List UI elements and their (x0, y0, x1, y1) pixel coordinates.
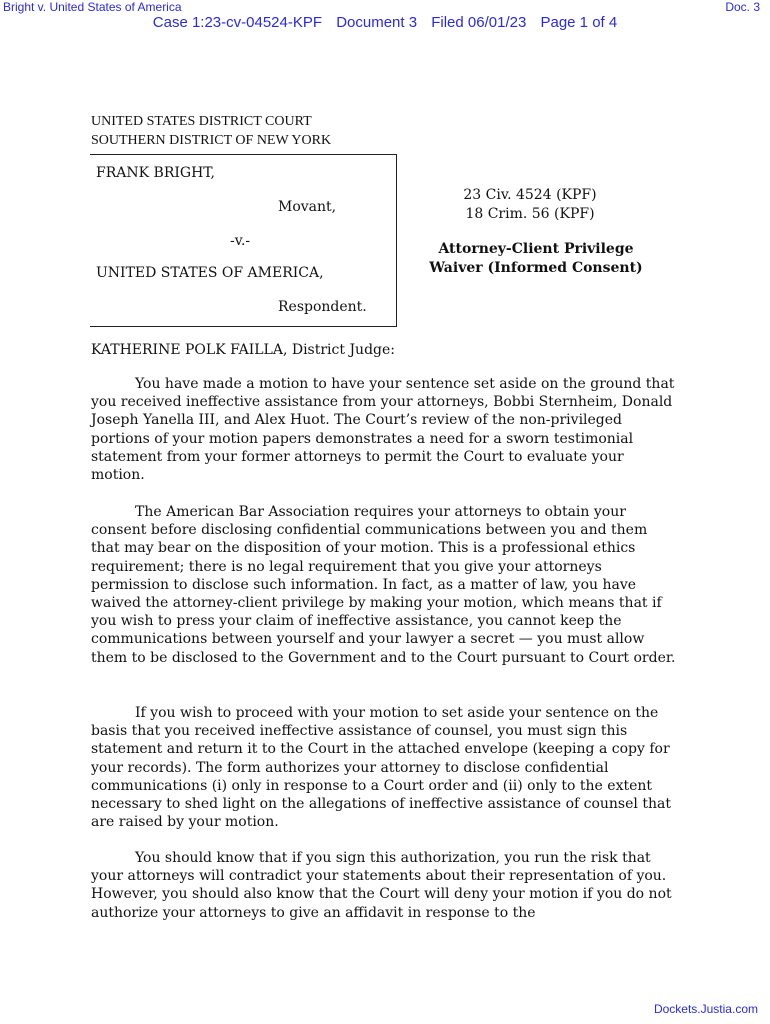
court-name: UNITED STATES DISTRICT COURT (91, 114, 312, 129)
body-paragraph (91, 704, 679, 831)
civil-case-number: 23 Civ. 4524 (KPF) (463, 187, 597, 203)
paragraph-text: If you wish to proceed with your motion to set aside your sentence on the basis that you received ineffective assistance of counsel, you must sign this statement and return it to the Court in the attached envelope (keeping a copy for your records). The form authorizes your attorney to disclose confidential communications (i) only in response to a Court order and (ii) only to the extent necessary to shed light on the allegations of ineffective assistance of counsel that are raised by your motion. (91, 705, 671, 831)
case-number: Case 1:23-cv-04524-KPF (152, 14, 323, 31)
paragraph-text: You have made a motion to have your sentence set aside on the ground that you received ineffective assistance from your attorneys, Bobbi Sternheim, Donald Joseph Yanella III, and Alex Huot. The Court’s review of the non-privileged portions of your motion papers demonstrates a need for a sworn testimonial statement from your former attorneys to permit the Court to evaluate your motion. (91, 376, 675, 484)
title-line-2: Waiver (Informed Consent) (429, 260, 643, 276)
justia-footer-link[interactable]: Dockets.Justia.com (653, 1002, 758, 1016)
criminal-case-number: 18 Crim. 56 (KPF) (465, 206, 595, 222)
filed-date: Filed 06/01/23 (431, 14, 527, 31)
body-paragraph (91, 503, 679, 667)
judge-line: KATHERINE POLK FAILLA, District Judge: (91, 342, 395, 358)
docket-numbers (430, 186, 630, 224)
document-title (420, 240, 652, 278)
case-caption (90, 154, 397, 327)
title-line-1: Attorney-Client Privilege (438, 241, 634, 257)
paragraph-text: The American Bar Association requires your attorneys to obtain your consent before disclosing confidential communications between you and them that may bear on the disposition of your motion. This is a professional ethics requirement; there is no legal requirement that you give your attorneys permission to disclose such information. In fact, as a matter of law, you have waived the attorney-client privilege by making your motion, which means that if you wish to press your claim of ineffective assistance, you cannot keep the communications between yourself and your lawyer a secret — you must allow them to be disclosed to the Government and to the Court pursuant to Court order. (91, 504, 676, 666)
body-paragraph (91, 375, 679, 484)
respondent-name: UNITED STATES OF AMERICA, (96, 265, 324, 281)
versus-label: -v.- (230, 233, 251, 249)
document-number-link[interactable]: Doc. 3 (725, 0, 760, 14)
case-filing-header (0, 14, 770, 31)
document-label: Document 3 (336, 14, 418, 31)
body-paragraph (91, 849, 679, 922)
respondent-role: Respondent. (278, 299, 367, 315)
court-district: SOUTHERN DISTRICT OF NEW YORK (91, 133, 332, 148)
paragraph-text: You should know that if you sign this authorization, you run the risk that your attorneys will contradict your statements about their representation of you. However, you should also know that the Court will deny your motion if you do not authorize your attorneys to give an affidavit in response to the (91, 850, 672, 921)
page-indicator: Page 1 of 4 (540, 14, 618, 31)
case-title-link[interactable]: Bright v. United States of America (3, 0, 182, 14)
court-heading (91, 112, 331, 150)
movant-name: FRANK BRIGHT, (96, 165, 216, 181)
movant-role: Movant, (278, 199, 337, 215)
